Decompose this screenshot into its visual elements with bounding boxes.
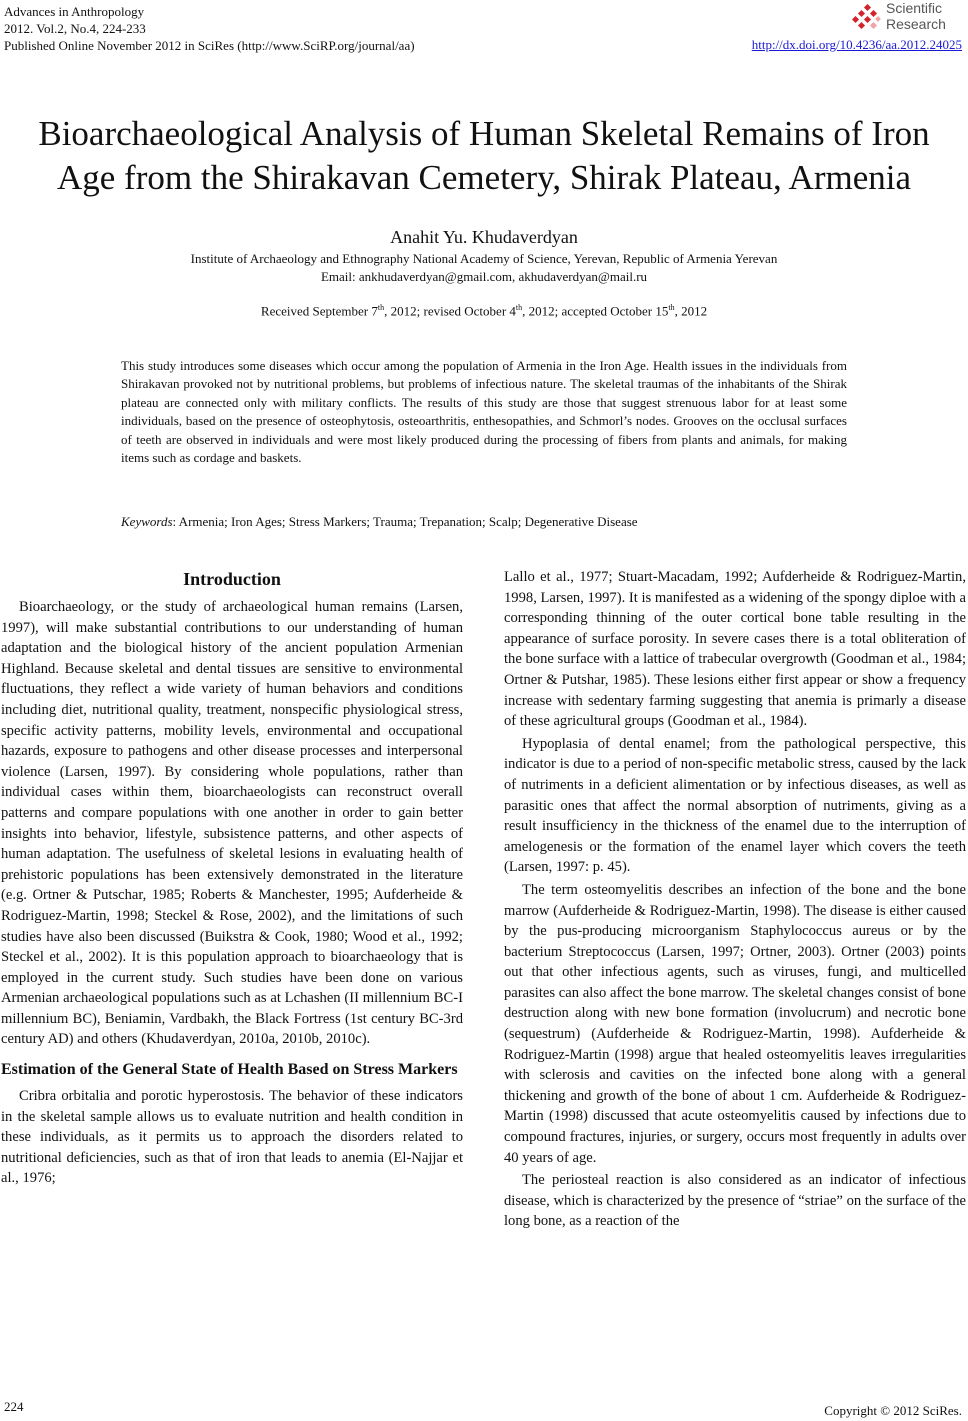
right-column (504, 567, 966, 1232)
logo-text-line2: Research (886, 16, 946, 32)
accepted-text: , 2012; accepted October 15 (522, 303, 669, 319)
scientific-research-logo (852, 0, 962, 36)
paragraph: Bioarchaeology, or the study of archaeological human remains (Larsen, 1997), will make substantial contributions to our understanding of human adaptation and the biological history of the ancient population Armenian Highland. Because skeletal and dental tissues are sensitive to environmental fluctuations, they reflect a wide variety of human behaviors and conditions including diet, nutritional quality, treatment, nonspecific physiological stress, specific activity patterns, mobility levels, environmental and occupational hazards, exposure to pathogens and other disease processes and interpersonal violence (Larsen, 1997). By considering whole populations, rather than individual cases within them, bioarchaeologists can reconstruct overall patterns and compare populations with one another in order to gain better insights into behavior, lifestyle, subsistence patterns, and other aspects of human adaptation. The usefulness of skeletal lesions in evaluating health of prehistoric populations has been extensively demonstrated in the literature (e.g. Ortner & Putschar, 1985; Roberts & Manchester, 1995; Aufderheide & Rodriguez-Martin, 1998; Steckel & Rose, 2002), and the limitations of such studies have also been discussed (Buikstra & Cook, 1980; Wood et al., 1992; Steckel et al., 2002). It is this population approach to bioarchaeology that is employed in the current study. Such studies have been done on various Armenian archaeological populations such as at Lchashen (II millennium BC-I millennium BC), Beniamin, Vardbakh, the Black Fortress (1st century BC-3rd century AD) and others (Khudaverdyan, 2010a, 2010b, 2010c). (1, 599, 463, 1048)
paragraph: The periosteal reaction is also considered as an indicator of infectious disease, which is characterized by the presence of “striae” on the surface of the long bone, as a reaction of the (504, 1172, 966, 1230)
journal-header (4, 3, 415, 54)
logo-diamond-icon (852, 4, 882, 32)
year-text: , 2012 (674, 303, 708, 319)
abstract: This study introduces some diseases which occur among the population of Armenia in the Iron Age. Health issues in the individuals from Shirakavan provoked not by nutritional problems, but problems of infectious nature. The skeletal traumas of the inhabitants of the Shirak plateau are connected only with military conflicts. The results of this study are those that suggest strenuous labor for at least some individuals, based on the presence of osteophytosis, osteoarthritis, enthesopathies, and Schmorl’s nodes. Grooves on the occlusal surfaces of teeth are observed in individuals and were most likely produced during the processing of fibers from plants and animals, for making items such as cordage and baskets. (121, 358, 847, 466)
doi-container (752, 37, 962, 53)
email: Email: ankhudaverdyan@gmail.com, akhudaverdyan@mail.ru (320, 269, 648, 284)
left-column (0, 567, 463, 1189)
paper-title (0, 112, 968, 200)
published-online: Published Online November 2012 in SciRes (http://www.SciRP.org/journal/aa) (4, 38, 415, 53)
copyright: Copyright © 2012 SciRes. (824, 1403, 962, 1418)
journal-name: Advances in Anthropology (4, 4, 145, 19)
paragraph: Hypoplasia of dental enamel; from the pathological perspective, this indicator is due to a period of non-specific metabolic stress, caused by the lack of nutriments in a deficient alimentation or by infectious diseases, as well as parasitic ones that affect the normal absorption of nutriments, giving as a result insufficiency in the thickness of the enamel due to the interruption of amelogenesis or the formation of the enamel layer which covers the teeth (Larsen, 1997: p. 45). (504, 735, 966, 876)
title-line-1: Bioarchaeological Analysis of Human Skeletal Remains of Iron (38, 114, 930, 153)
paragraph: Cribra orbitalia and porotic hyperostosis. The behavior of these indicators in the skeletal sample allows us to evaluate nutrition and health condition in these individuals, as it permits us to approach the disorders related to nutritional deficiencies, such as that of iron that leads to anemia (El-Najjar et al., 1976; (1, 1088, 463, 1187)
affiliation-block (0, 250, 968, 286)
doi-link[interactable]: http://dx.doi.org/10.4236/aa.2012.24025 (751, 37, 962, 52)
sup-th: th (377, 303, 385, 312)
paragraph: The term osteomyelitis describes an infection of the bone and the bone marrow (Aufderheide & Rodriguez-Martin, 1998). The disease is either caused by the pus-producing microorganism Staphylococcus aureus or by the bacterium Streptococcus (Larsen, 1997; Ortner, 2003). Ortner (2003) points out that other infectious agents, such as viruses, fungi, and multicelled parasites can also affect the bone marrow. The skeletal changes consist of bone destruction along with new bone formation (involucrum) and necrotic bone (sequestrum) (Aufderheide & Rodriguez-Martin, 1998). Aufderheide & Rodriguez-Martin (1998) argue that healed osteomyelitis leaves irregularities with sclerosis and cavities on the infected bone along with a general thickening and growth of the bone of about 1 cm. Aufderheide & Rodriguez-Martin (1998) discussed that acute osteomyelitis caused by infections due to compound fractures, injuries, or surgery, occurs most frequently in adults over 40 years of age. (504, 881, 966, 1166)
keywords-list: : Armenia; Iron Ages; Stress Markers; Trauma; Trepanation; Scalp; Degenerative Disease (172, 514, 638, 529)
revised-text: , 2012; revised October 4 (384, 303, 516, 319)
received-text: Received September 7 (260, 303, 378, 319)
section-heading-stress-markers: Estimation of the General State of Health Based on Stress Markers (1, 1061, 458, 1079)
affiliation: Institute of Archaeology and Ethnography National Academy of Science, Yerevan, Republic of Armenia Yerevan (190, 251, 778, 266)
sup-th: th (515, 303, 523, 312)
paragraph: Lallo et al., 1977; Stuart-Macadam, 1992; Aufderheide & Rodriguez-Martin, 1998, Larsen, 1997). It is manifested as a widening of the spongy diploe with a corresponding thinning of the outer cortical bone table resulting in the appearance of surface porosity. In severe cases there is a total obliteration of the bone surface with a lattice of trabecular overgrowth (Goodman et al., 1984; Ortner & Putshar, 1985). These lesions either first appear or show a frequency increase with sedentary farming suggesting that anemia is primarly a disease of these agricultural groups (Goodman et al., 1984). (504, 569, 966, 730)
author-name: Anahit Yu. Khudaverdyan (390, 227, 578, 247)
keywords (121, 514, 847, 530)
logo-text-line1: Scientific (886, 0, 943, 16)
keywords-label: Keywords (121, 514, 173, 529)
journal-volume: 2012. Vol.2, No.4, 224-233 (4, 21, 146, 36)
received-dates (0, 303, 968, 319)
section-heading-introduction: Introduction (183, 569, 281, 589)
sup-th: th (668, 303, 675, 312)
page-number: 224 (4, 1399, 24, 1414)
title-line-2: Age from the Shirakavan Cemetery, Shirak Plateau, Armenia (57, 158, 911, 197)
